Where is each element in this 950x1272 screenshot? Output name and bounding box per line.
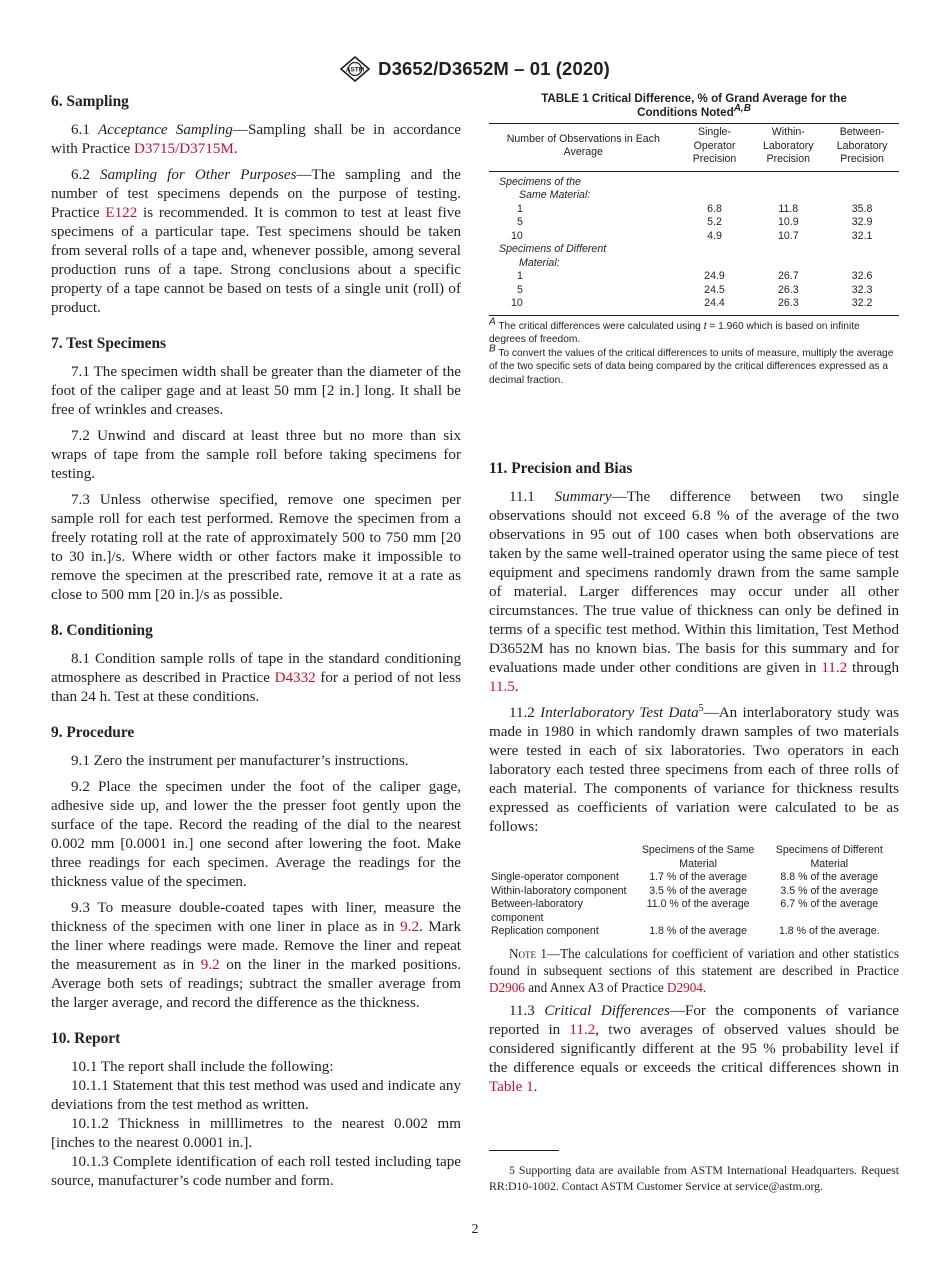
paragraph-7-3: 7.3 Unless otherwise specified, remove one specimen per sample roll for each test performed. Remove the specimen from a freely rotating roll at the rate of approximately 500 to 750 mm [20 to 30 in.]/s. Where width or other factors make it impossible to remove the specimen at the prescribed rate, remove it at a rate as close to 500 mm [20 in.]/s as possible. [51,492,461,603]
paragraph-6-2: 6.2 Sampling for Other Purposes—The sampling and the number of test specimens depends on the purpose of testing. Practice E122 is recommended. It is common to test at least five specimens of a particular tape. Test specimens should be taken from several rolls of a tape and, whenever possible, among several production runs of a tape. Strong conclusions about a specific property of a tape cannot be based on tests of a single unit (roll) of product. [51,167,461,316]
paragraph-8-1: 8.1 Condition sample rolls of tape in the standard conditioning atmosphere as described in Practice D4332 for a period of not less than 24 h. Test at these conditions. [51,651,461,705]
link-9-2[interactable]: 9.2 [400,919,419,935]
table-row: 10 4.9 10.7 32.1 [511,229,873,242]
link-d3715[interactable]: D3715/D3715M [134,141,234,157]
column-header: Specimens of the Same Material [641,844,755,870]
group-label: Specimens of the [499,175,581,188]
link-e122[interactable]: E122 [105,205,138,221]
table-1-title: TABLE 1 Critical Difference, % of Grand Average for the Conditions Noted$^{A,B}$ [541,92,847,119]
paragraph-7-2: 7.2 Unwind and discard at least three but no more than six wraps of tape from the sample roll before taking specimens for testing. [51,428,461,482]
section-heading: 11. Precision and Bias [489,460,633,477]
paragraph-9-1: 9.1 Zero the instrument per manufacturer’s instructions. [71,753,409,769]
footnote-5: 5 Supporting data are available from ASTM International Headquarters. Request RR:D10-1002. Contact ASTM Customer Service at service@astm.org. [489,1163,899,1193]
table-1-footnotes [489,316,899,388]
section-11-precision-and-bias [489,459,899,1097]
link-11-2[interactable]: 11.2 [569,1021,596,1038]
left-column [51,92,461,1207]
paragraph-9-2: 9.2 Place the specimen under the foot of the caliper gage, adhesive side up, and lower the the presser foot gently upon the surface of the tape. Record the reading of the dial to the nearest 0.002 mm [0.0001 in.] one second after lowering the foot. Make three readings for each specimen. Average the readings for the thickness value of the specimen. [51,779,461,890]
column-header: Between-Laboratory Precision [836,126,888,165]
table-row: 1 24.9 26.7 32.6 [517,270,873,282]
table-footnote-b: $^B$ To convert the values of the critical differences to units of measure, multiply the average of the two specific sets of data being compared by the critical differences expressed as a decimal fraction. [489,343,894,386]
paragraph-9-3: 9.3 To measure double-coated tapes with liner, measure the thickness of the specimen with one liner in place as in 9.2. Mark the liner where readings were made. Remove the liner and repeat the measurement as in 9.2 on the liner in the marked positions. Average both sets of readings; subtract the smaller average from the larger average, and record the difference as the thickness. [51,900,461,1011]
section-9-procedure [51,723,461,1013]
group-label: Same Material: [519,189,591,201]
section-heading: 7. Test Specimens [51,335,167,352]
paragraph-10-1-2: 10.1.2 Thickness in milllimetres to the nearest 0.002 mm [inches to the nearest 0.0001 in.]. [51,1116,461,1151]
group-label: Material: [519,256,560,269]
link-table-1[interactable]: Table 1 [489,1078,534,1095]
section-6-sampling [51,92,461,318]
document-designation: D3652/D3652M – 01 (2020) [378,58,610,79]
column-header: Single-Operator Precision [692,126,737,165]
group-label: Specimens of Different [499,243,607,255]
paragraph-7-1: 7.1 The specimen width shall be greater than the diameter of the foot of the caliper gage and at least 50 mm [2 in.] long. It shall be free of wrinkles and creases. [51,364,461,418]
table-footnote-a: $^A$ The critical differences were calculated using t = 1.960 which is based on infinite degrees of freedom. [489,316,860,345]
paragraph-6-1: 6.1 Acceptance Sampling—Sampling shall be in accordance with Practice D3715/D3715M. [51,122,461,157]
astm-logo-icon [340,56,370,82]
right-column [489,92,899,1113]
column-header: Specimens of Different Material [775,844,883,870]
table-row: Between-laboratory component 11.0 % of the average 6.7 % of the average [491,898,879,924]
table-row: Within-laboratory component 3.5 % of the average 3.5 % of the average [491,884,879,897]
paragraph-10-1: 10.1 The report shall include the following: [71,1059,334,1075]
variance-components-table [489,844,899,939]
link-9-2[interactable]: 9.2 [200,957,220,973]
paragraph-10-1-3: 10.1.3 Complete identification of each roll tested including tape source, manufacturer’s code number and form. [51,1154,461,1189]
table-row: 5 24.5 26.3 32.3 [517,283,873,296]
section-heading: 10. Report [51,1030,121,1047]
table-1 [489,92,899,387]
page-header [0,56,950,82]
link-11-2[interactable]: 11.2 [821,660,848,676]
link-d2906[interactable]: D2906 [489,979,525,995]
paragraph-11-2: 11.2 Interlaboratory Test Data$^5$—An interlaboratory study was made in 1980 in which randomly drawn samples of two materials were tested in each of six laboratories. Two operators in each laboratory each tested three specimens from each of three rolls of each material. The components of variance for thickness results expressed as coefficients of variation were calculated to be as follows: [489,702,900,835]
section-10-report [51,1029,461,1191]
paragraph-11-3: 11.3 Critical Differences—For the components of variance reported in 11.2, two averages of observed values should be considered significantly different at the 95 % probability level if the difference equals or exceeds the critical differences shown in Table 1. [489,1002,899,1095]
svg-text:ASTM: ASTM [345,66,365,74]
table-row: 10 24.4 26.3 32.2 [511,297,873,309]
column-header: Within-Laboratory Precision [762,126,814,165]
table-row: Single-operator component 1.7 % of the average 8.8 % of the average [491,871,879,883]
page-number: 2 [471,1222,479,1237]
link-d4332[interactable]: D4332 [274,670,316,686]
section-heading: 8. Conditioning [51,622,153,639]
table-row: Replication component 1.8 % of the average 1.8 % of the average. [491,925,880,937]
column-header: Number of Observations in Each Average [506,132,660,159]
section-heading: 9. Procedure [51,724,135,741]
note-1: Note 1—The calculations for coefficient of variation and other statistics found in subsequent sections of this statement are described in Practice D2906 and Annex A3 of Practice D2904. [489,945,899,995]
critical-difference-table [489,123,899,316]
section-7-test-specimens [51,334,461,605]
section-heading: 6. Sampling [51,93,129,110]
paragraph-11-1: 11.1 Summary—The difference between two single observations should not exceed 6.8 % of the average of the two observations in 95 out of 100 cases when both observations are taken by the same well-trained operator using the same piece of test equipment and specimens randomly drawn from the same sample of material. Larger differences may occur under all other circumstances. The true value of thickness can only be defined in terms of a specific test method. Within this limitation, Test Method D3652M has no known bias. The basis for this summary and for evaluations made under other conditions are given in 11.2 through 11.5. [489,489,899,695]
section-8-conditioning [51,621,461,707]
table-row: 1 6.8 11.8 35.8 [517,202,873,215]
footnote-divider [489,1150,559,1151]
table-row: 5 5.2 10.9 32.9 [517,216,873,228]
paragraph-10-1-1: 10.1.1 Statement that this test method was used and indicate any deviations from the test method as written. [51,1078,461,1113]
link-d2904[interactable]: D2904 [667,979,703,995]
link-11-5[interactable]: 11.5 [489,679,515,695]
